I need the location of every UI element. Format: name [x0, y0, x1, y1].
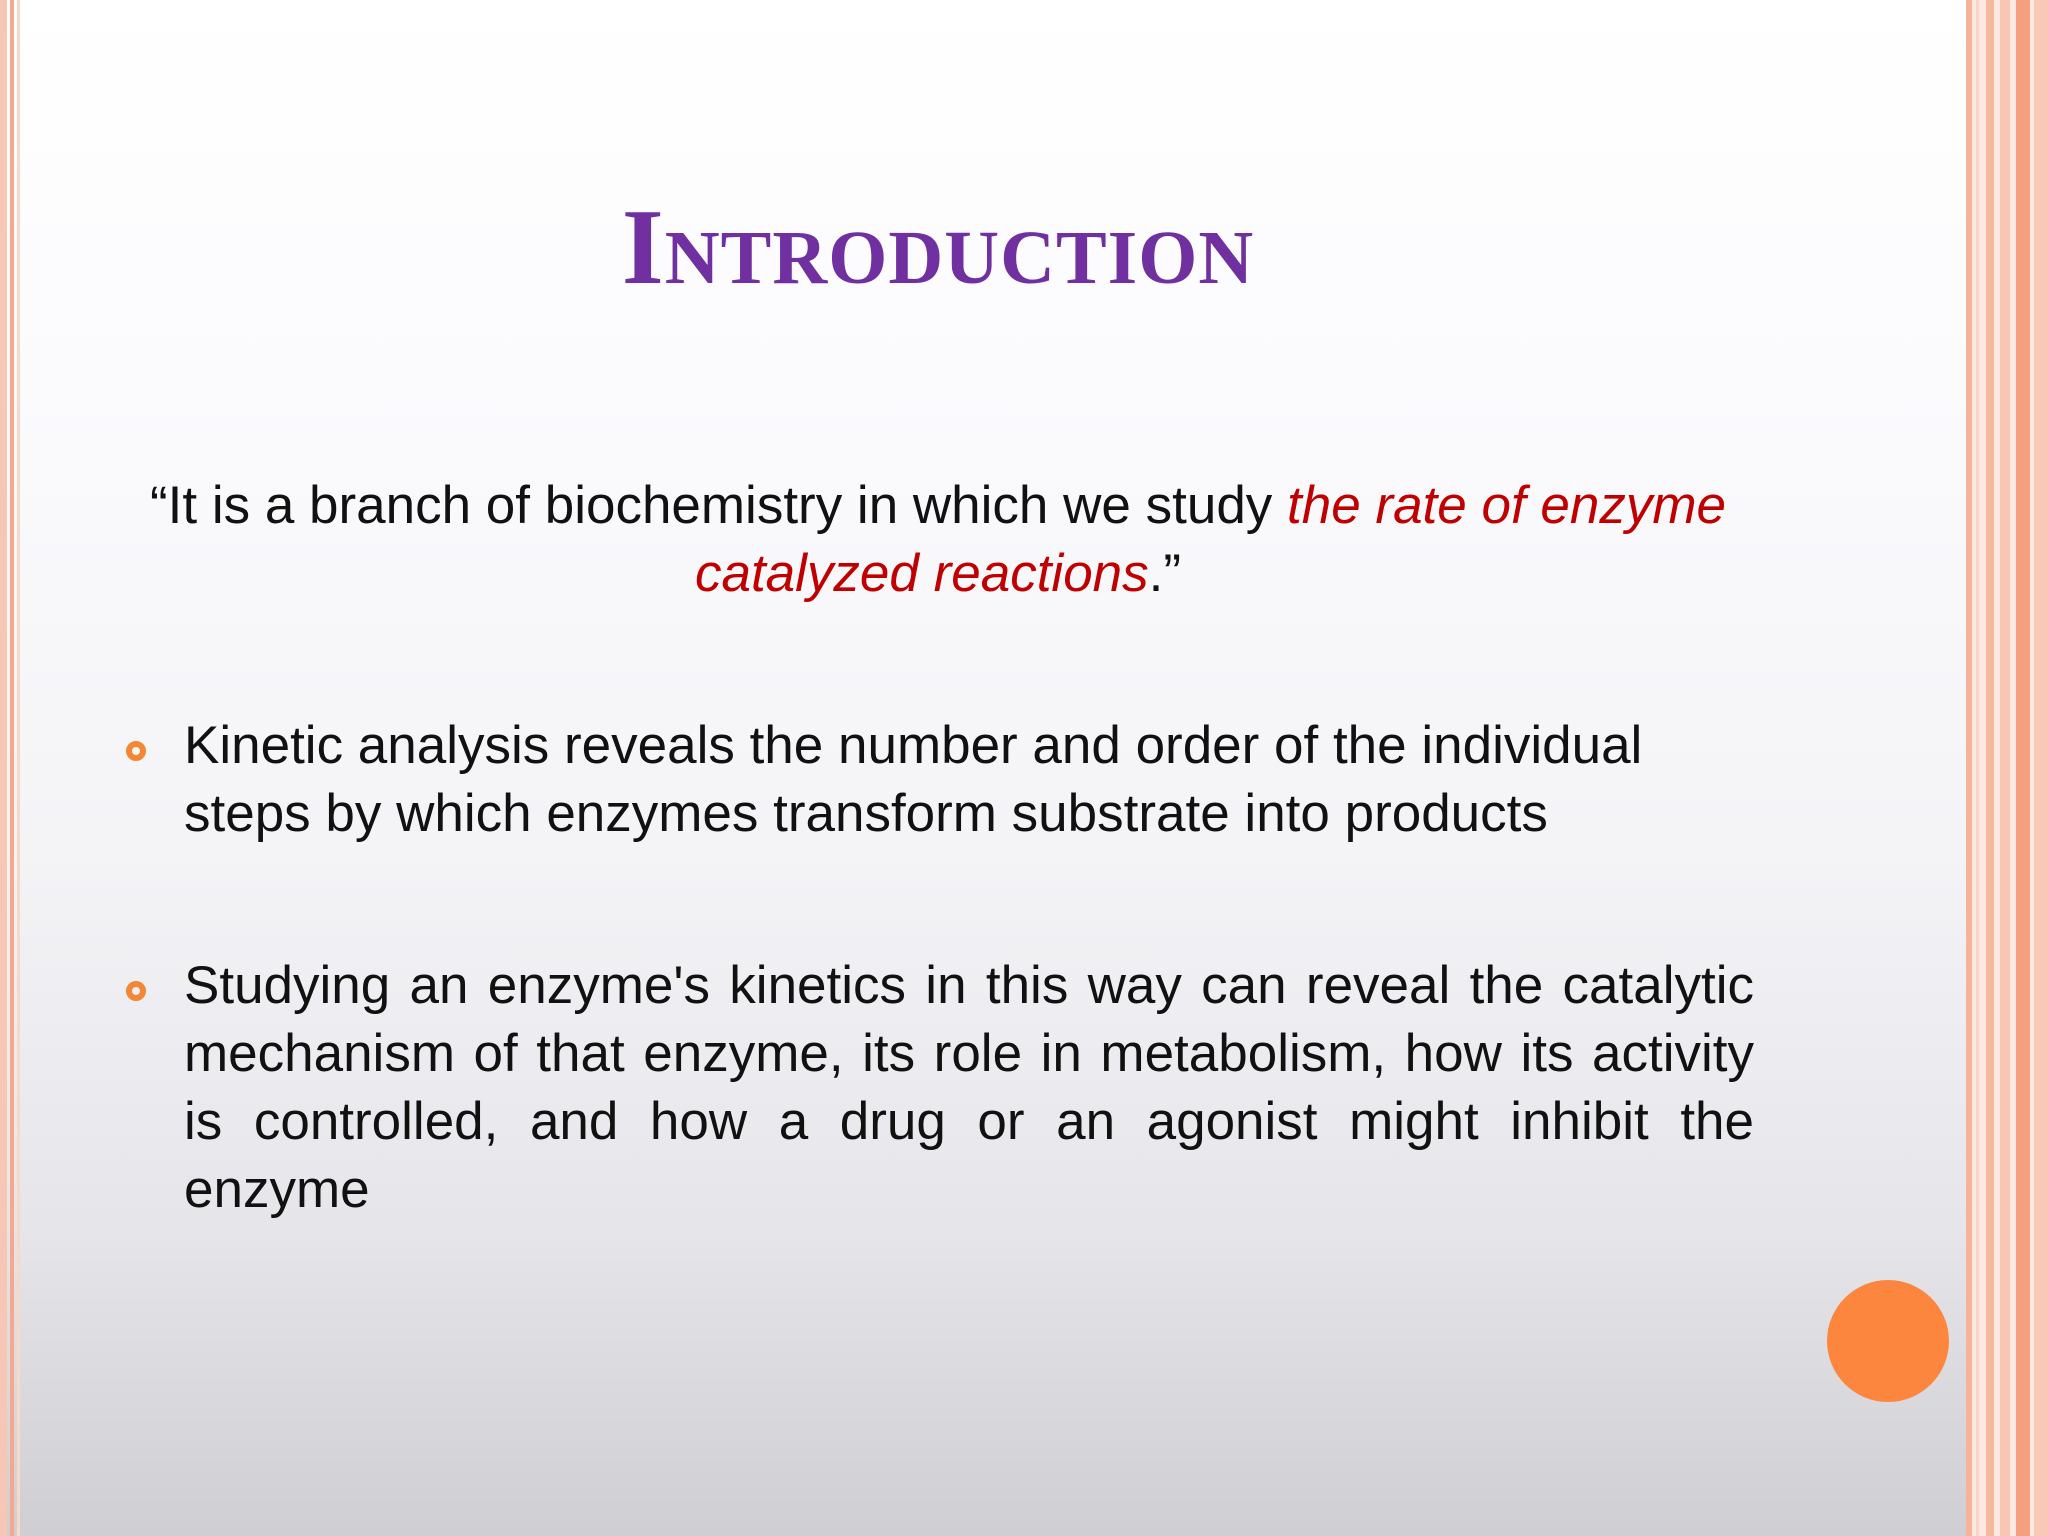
quote-emphasis: the rate of enzyme catalyzed reactions	[694, 476, 1726, 603]
quote-prefix: “It is a branch of biochemistry in which we study	[150, 476, 1288, 535]
right-border-decoration	[1966, 0, 2048, 1536]
quote-suffix: .”	[1148, 544, 1182, 603]
bullet-item-kinetic-analysis: Kinetic analysis reveals the number and order of the individual steps by which enzymes transform substrate into products	[184, 716, 1643, 843]
definition-quote	[150, 472, 1726, 608]
decorative-orange-circle	[1827, 1280, 1949, 1402]
slide-title: Introduction	[621, 188, 1255, 307]
bullet-marker-icon	[126, 981, 146, 1001]
bullet-item-studying-kinetics: Studying an enzyme's kinetics in this way can reveal the catalytic mechanism of that enzyme, its role in metabolism, how its activity is controlled, and how a drug or an agonist might inhibit the enzyme	[184, 956, 1754, 1219]
bullet-marker-icon	[126, 741, 146, 761]
